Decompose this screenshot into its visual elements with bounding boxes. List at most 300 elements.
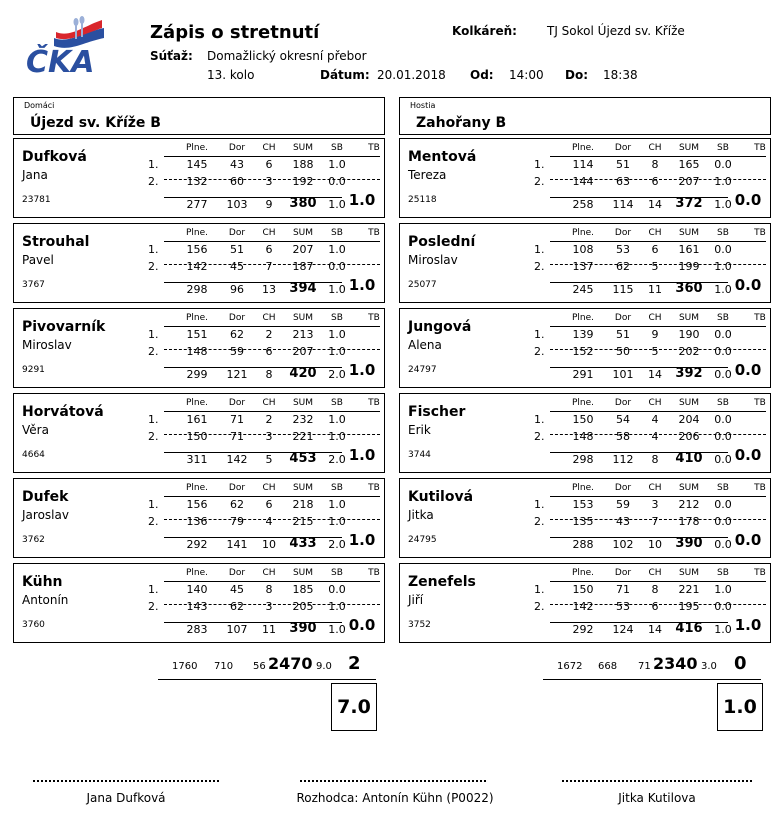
column-header-plne: Plne. [185, 568, 209, 578]
column-header-ch: CH [648, 568, 662, 578]
total-sum: 416 [675, 621, 703, 636]
cell-sb: 0.0 [714, 413, 732, 426]
od-label: Od: [470, 68, 494, 82]
cell-sum: 202 [678, 345, 700, 358]
sutaz-value: Domažlický okresní přebor [207, 49, 367, 63]
column-header-sb: SB [717, 568, 729, 578]
column-header-sb: SB [331, 228, 343, 238]
player-surname: Dufek [22, 489, 69, 505]
cell-plne: 135 [572, 515, 594, 528]
player-id: 4664 [22, 450, 45, 460]
lane-number: 2. [534, 430, 545, 443]
player-tb-points: 1.0 [348, 191, 376, 209]
cell-sb: 0.0 [714, 328, 732, 341]
home-captain-name: Jana Dufková [86, 791, 166, 805]
cell-sum: 232 [292, 413, 314, 426]
player-firstname: Jaroslav [22, 508, 69, 522]
column-header-plne: Plne. [571, 313, 595, 323]
away-team-box [399, 97, 771, 135]
total-sum: 453 [289, 451, 317, 466]
column-header-dor: Dor [614, 143, 632, 153]
cell-plne: 140 [186, 583, 208, 596]
total-ch: 11 [648, 283, 662, 296]
lane-number: 1. [148, 498, 159, 511]
player-tb-points: 1.0 [348, 446, 376, 464]
total-plne: 292 [186, 538, 208, 551]
cell-sb: 0.0 [714, 515, 732, 528]
cell-sum: 206 [678, 430, 700, 443]
datum-value: 20.01.2018 [377, 68, 446, 82]
total-sb: 1.0 [328, 283, 346, 296]
total-sb: 0.0 [714, 368, 732, 381]
total-sb: 2.0 [328, 368, 346, 381]
total-sb: 1.0 [328, 623, 346, 636]
column-header-plne: Plne. [571, 143, 595, 153]
od-value: 14:00 [509, 68, 544, 82]
column-header-dor: Dor [614, 313, 632, 323]
cell-plne: 156 [186, 243, 208, 256]
home-total-ch: 56 [253, 661, 266, 672]
column-header-sum: SUM [292, 313, 314, 323]
player-tb-points: 0.0 [734, 531, 762, 549]
player-firstname: Miroslav [408, 253, 458, 267]
column-header-sb: SB [717, 313, 729, 323]
cell-dor: 54 [616, 413, 630, 426]
home-player-box [13, 223, 385, 303]
player-tb-points: 1.0 [348, 361, 376, 379]
cell-plne: 150 [186, 430, 208, 443]
do-label: Do: [565, 68, 589, 82]
cell-dor: 53 [616, 600, 630, 613]
column-header-tb: TB [368, 313, 380, 323]
cell-dor: 51 [230, 243, 244, 256]
cell-sum: 218 [292, 498, 314, 511]
lane-number: 1. [534, 413, 545, 426]
cell-sum: 204 [678, 413, 700, 426]
total-ch: 10 [262, 538, 276, 551]
lane-number: 1. [148, 413, 159, 426]
cell-sb: 1.0 [328, 158, 346, 171]
total-ch: 8 [651, 453, 659, 466]
away-total-plne: 1672 [557, 661, 583, 672]
cell-dor: 43 [616, 515, 630, 528]
column-header-tb: TB [754, 568, 766, 578]
lane-number: 2. [534, 600, 545, 613]
cell-sum: 195 [678, 600, 700, 613]
column-header-tb: TB [754, 313, 766, 323]
cell-plne: 108 [572, 243, 594, 256]
column-header-sb: SB [331, 568, 343, 578]
player-tb-points: 1.0 [734, 616, 762, 634]
cell-dor: 59 [616, 498, 630, 511]
total-ch: 11 [262, 623, 276, 636]
cell-ch: 4 [651, 413, 659, 426]
cell-sum: 207 [292, 243, 314, 256]
column-header-tb: TB [754, 398, 766, 408]
total-sum: 410 [675, 451, 703, 466]
total-ch: 14 [648, 623, 662, 636]
player-firstname: Jana [22, 168, 48, 182]
player-surname: Zenefels [408, 574, 476, 590]
cell-sum: 199 [678, 260, 700, 273]
column-header-sb: SB [717, 228, 729, 238]
cell-dor: 62 [230, 328, 244, 341]
player-firstname: Miroslav [22, 338, 72, 352]
player-firstname: Jiří [408, 593, 424, 607]
header-rule [550, 156, 766, 157]
column-header-sum: SUM [678, 398, 700, 408]
home-player-box [13, 563, 385, 643]
column-header-tb: TB [368, 143, 380, 153]
column-header-ch: CH [648, 313, 662, 323]
column-header-dor: Dor [614, 228, 632, 238]
player-id: 3760 [22, 620, 45, 630]
total-sum: 392 [675, 366, 703, 381]
total-plne: 288 [572, 538, 594, 551]
cell-ch: 2 [265, 413, 273, 426]
cell-dor: 62 [230, 498, 244, 511]
column-header-ch: CH [648, 228, 662, 238]
column-header-plne: Plne. [185, 483, 209, 493]
cell-plne: 156 [186, 498, 208, 511]
cell-sum: 207 [678, 175, 700, 188]
total-dor: 115 [612, 283, 634, 296]
total-sb: 2.0 [328, 453, 346, 466]
cell-sb: 1.0 [714, 260, 732, 273]
total-plne: 277 [186, 198, 208, 211]
lane-number: 1. [148, 158, 159, 171]
total-dor: 101 [612, 368, 634, 381]
column-header-ch: CH [262, 228, 276, 238]
column-header-sum: SUM [292, 228, 314, 238]
cell-plne: 139 [572, 328, 594, 341]
cell-sb: 1.0 [714, 175, 732, 188]
cell-dor: 71 [230, 413, 244, 426]
cell-sum: 185 [292, 583, 314, 596]
cell-ch: 3 [265, 430, 273, 443]
player-surname: Jungová [408, 319, 472, 335]
cell-dor: 63 [616, 175, 630, 188]
column-header-tb: TB [368, 228, 380, 238]
total-ch: 14 [648, 198, 662, 211]
away-caption: Hostia [410, 101, 436, 110]
column-header-plne: Plne. [185, 313, 209, 323]
player-id: 24797 [408, 365, 437, 375]
player-firstname: Alena [408, 338, 442, 352]
header-rule [164, 156, 380, 157]
do-value: 18:38 [603, 68, 638, 82]
player-tb-points: 0.0 [734, 446, 762, 464]
away-player-box [399, 308, 771, 388]
total-plne: 245 [572, 283, 594, 296]
cell-dor: 60 [230, 175, 244, 188]
cell-sum: 190 [678, 328, 700, 341]
away-team-name: Zahořany B [416, 115, 507, 131]
column-header-plne: Plne. [571, 568, 595, 578]
column-header-dor: Dor [614, 568, 632, 578]
column-header-sum: SUM [678, 313, 700, 323]
player-surname: Fischer [408, 404, 466, 420]
cell-sb: 0.0 [714, 498, 732, 511]
header-rule [550, 326, 766, 327]
column-header-sum: SUM [292, 143, 314, 153]
home-total-sum: 2470 [268, 654, 313, 673]
header-rule [164, 496, 380, 497]
total-dor: 103 [226, 198, 248, 211]
player-id: 24795 [408, 535, 437, 545]
total-dor: 114 [612, 198, 634, 211]
total-dor: 112 [612, 453, 634, 466]
cka-logo [24, 14, 106, 76]
column-header-dor: Dor [614, 398, 632, 408]
cell-ch: 6 [265, 243, 273, 256]
away-player-box [399, 223, 771, 303]
total-plne: 291 [572, 368, 594, 381]
cell-plne: 144 [572, 175, 594, 188]
cell-ch: 3 [265, 600, 273, 613]
total-sb: 0.0 [714, 453, 732, 466]
column-header-ch: CH [648, 143, 662, 153]
column-header-tb: TB [754, 483, 766, 493]
lane-number: 1. [534, 158, 545, 171]
cell-ch: 7 [651, 515, 659, 528]
column-header-plne: Plne. [185, 143, 209, 153]
total-sb: 1.0 [714, 623, 732, 636]
total-sum: 433 [289, 536, 317, 551]
lane-number: 1. [534, 243, 545, 256]
lane-number: 2. [534, 175, 545, 188]
away-final-score: 1.0 [717, 683, 763, 731]
total-plne: 298 [572, 453, 594, 466]
total-sb: 1.0 [328, 198, 346, 211]
column-header-plne: Plne. [185, 228, 209, 238]
away-total-dor: 668 [598, 661, 618, 672]
lane-number: 2. [148, 430, 159, 443]
lane-number: 2. [148, 175, 159, 188]
cell-sb: 0.0 [328, 175, 346, 188]
total-sum: 394 [289, 281, 317, 296]
player-tb-points: 1.0 [348, 531, 376, 549]
column-header-plne: Plne. [571, 228, 595, 238]
header-rule [164, 241, 380, 242]
column-header-sb: SB [717, 483, 729, 493]
cell-sb: 0.0 [328, 260, 346, 273]
total-ch: 5 [265, 453, 273, 466]
player-id: 3744 [408, 450, 431, 460]
player-firstname: Věra [22, 423, 49, 437]
player-tb-points: 0.0 [734, 361, 762, 379]
player-firstname: Pavel [22, 253, 54, 267]
column-header-sb: SB [331, 483, 343, 493]
cell-ch: 8 [651, 583, 659, 596]
home-total-dor: 710 [214, 661, 234, 672]
home-total-plne: 1760 [172, 661, 198, 672]
home-signature-line [33, 780, 219, 782]
column-header-sb: SB [331, 313, 343, 323]
column-header-ch: CH [648, 483, 662, 493]
cell-sb: 1.0 [328, 515, 346, 528]
total-ch: 10 [648, 538, 662, 551]
round-number: 13. kolo [207, 68, 255, 82]
cell-sb: 0.0 [714, 430, 732, 443]
home-player-box [13, 478, 385, 558]
cell-sum: 221 [292, 430, 314, 443]
total-ch: 8 [265, 368, 273, 381]
lane-number: 2. [534, 515, 545, 528]
header-rule [550, 411, 766, 412]
lane-number: 1. [148, 328, 159, 341]
cell-ch: 4 [651, 430, 659, 443]
cell-sb: 1.0 [328, 430, 346, 443]
cell-sb: 1.0 [328, 345, 346, 358]
total-ch: 14 [648, 368, 662, 381]
player-id: 25118 [408, 195, 437, 205]
column-header-ch: CH [262, 568, 276, 578]
total-sb: 0.0 [714, 538, 732, 551]
datum-label: Dátum: [320, 68, 370, 82]
column-header-tb: TB [368, 398, 380, 408]
column-header-sb: SB [331, 398, 343, 408]
column-header-plne: Plne. [185, 398, 209, 408]
cell-plne: 152 [572, 345, 594, 358]
total-plne: 258 [572, 198, 594, 211]
total-plne: 298 [186, 283, 208, 296]
cell-dor: 45 [230, 260, 244, 273]
header-rule [164, 581, 380, 582]
cell-sb: 1.0 [328, 413, 346, 426]
lane-number: 2. [148, 345, 159, 358]
cell-ch: 9 [651, 328, 659, 341]
away-total-sum: 2340 [653, 654, 698, 673]
cell-sb: 0.0 [328, 583, 346, 596]
cell-plne: 137 [572, 260, 594, 273]
cell-ch: 6 [265, 345, 273, 358]
column-header-ch: CH [262, 483, 276, 493]
column-header-tb: TB [368, 568, 380, 578]
lane-number: 2. [534, 260, 545, 273]
cell-plne: 142 [186, 260, 208, 273]
cell-sum: 178 [678, 515, 700, 528]
total-sum: 360 [675, 281, 703, 296]
kolkaren-label: Kolkáreň: [452, 24, 517, 38]
cell-dor: 62 [616, 260, 630, 273]
home-team-box [13, 97, 385, 135]
sutaz-label: Súťaž: [150, 49, 193, 63]
player-id: 3767 [22, 280, 45, 290]
cell-sum: 192 [292, 175, 314, 188]
away-total-sb: 3.0 [701, 661, 717, 672]
player-firstname: Jitka [408, 508, 434, 522]
total-plne: 311 [186, 453, 208, 466]
total-plne: 283 [186, 623, 208, 636]
cell-dor: 50 [616, 345, 630, 358]
cell-sum: 188 [292, 158, 314, 171]
total-sum: 420 [289, 366, 317, 381]
total-dor: 121 [226, 368, 248, 381]
column-header-plne: Plne. [571, 398, 595, 408]
column-header-sb: SB [331, 143, 343, 153]
cell-ch: 5 [651, 345, 659, 358]
cell-ch: 3 [265, 175, 273, 188]
cell-sb: 1.0 [714, 583, 732, 596]
cell-sb: 0.0 [714, 243, 732, 256]
header-rule [550, 496, 766, 497]
player-firstname: Tereza [408, 168, 447, 182]
cell-dor: 58 [616, 430, 630, 443]
total-ch: 13 [262, 283, 276, 296]
player-surname: Kutilová [408, 489, 474, 505]
cell-plne: 151 [186, 328, 208, 341]
cell-dor: 71 [616, 583, 630, 596]
player-id: 3762 [22, 535, 45, 545]
home-player-box [13, 308, 385, 388]
cell-ch: 6 [651, 243, 659, 256]
cell-plne: 143 [186, 600, 208, 613]
lane-number: 2. [148, 515, 159, 528]
column-header-sb: SB [717, 143, 729, 153]
column-header-sum: SUM [678, 483, 700, 493]
cell-plne: 142 [572, 600, 594, 613]
cell-ch: 6 [651, 600, 659, 613]
cell-plne: 132 [186, 175, 208, 188]
cell-dor: 62 [230, 600, 244, 613]
cell-sb: 0.0 [714, 158, 732, 171]
total-sum: 380 [289, 196, 317, 211]
header-rule [164, 411, 380, 412]
cell-sum: 165 [678, 158, 700, 171]
home-player-box [13, 393, 385, 473]
cell-sum: 207 [292, 345, 314, 358]
cell-ch: 6 [265, 498, 273, 511]
column-header-ch: CH [648, 398, 662, 408]
home-team-name: Újezd sv. Kříže B [30, 115, 161, 131]
cell-ch: 8 [265, 583, 273, 596]
lane-number: 2. [534, 345, 545, 358]
cell-sum: 205 [292, 600, 314, 613]
away-totals-rule [543, 679, 761, 680]
column-header-sum: SUM [292, 568, 314, 578]
home-total-sb: 9.0 [316, 661, 332, 672]
player-surname: Pivovarník [22, 319, 106, 335]
player-surname: Kühn [22, 574, 63, 590]
home-final-score: 7.0 [331, 683, 377, 731]
cell-sb: 1.0 [328, 600, 346, 613]
total-sum: 372 [675, 196, 703, 211]
column-header-dor: Dor [228, 313, 246, 323]
player-id: 9291 [22, 365, 45, 375]
total-dor: 107 [226, 623, 248, 636]
column-header-dor: Dor [614, 483, 632, 493]
column-header-plne: Plne. [571, 483, 595, 493]
total-ch: 9 [265, 198, 273, 211]
column-header-sum: SUM [678, 568, 700, 578]
total-dor: 102 [612, 538, 634, 551]
total-dor: 142 [226, 453, 248, 466]
total-dor: 141 [226, 538, 248, 551]
away-signature-line [562, 780, 752, 782]
lane-number: 2. [148, 600, 159, 613]
away-player-box [399, 138, 771, 218]
cell-plne: 114 [572, 158, 594, 171]
lane-number: 1. [148, 583, 159, 596]
kolkaren-value: TJ Sokol Újezd sv. Kříže [547, 24, 685, 38]
player-firstname: Antonín [22, 593, 69, 607]
cell-ch: 7 [265, 260, 273, 273]
column-header-tb: TB [754, 228, 766, 238]
referee-name: Rozhodca: Antonín Kühn (P0022) [296, 791, 494, 805]
cell-sb: 0.0 [714, 345, 732, 358]
column-header-sum: SUM [292, 483, 314, 493]
